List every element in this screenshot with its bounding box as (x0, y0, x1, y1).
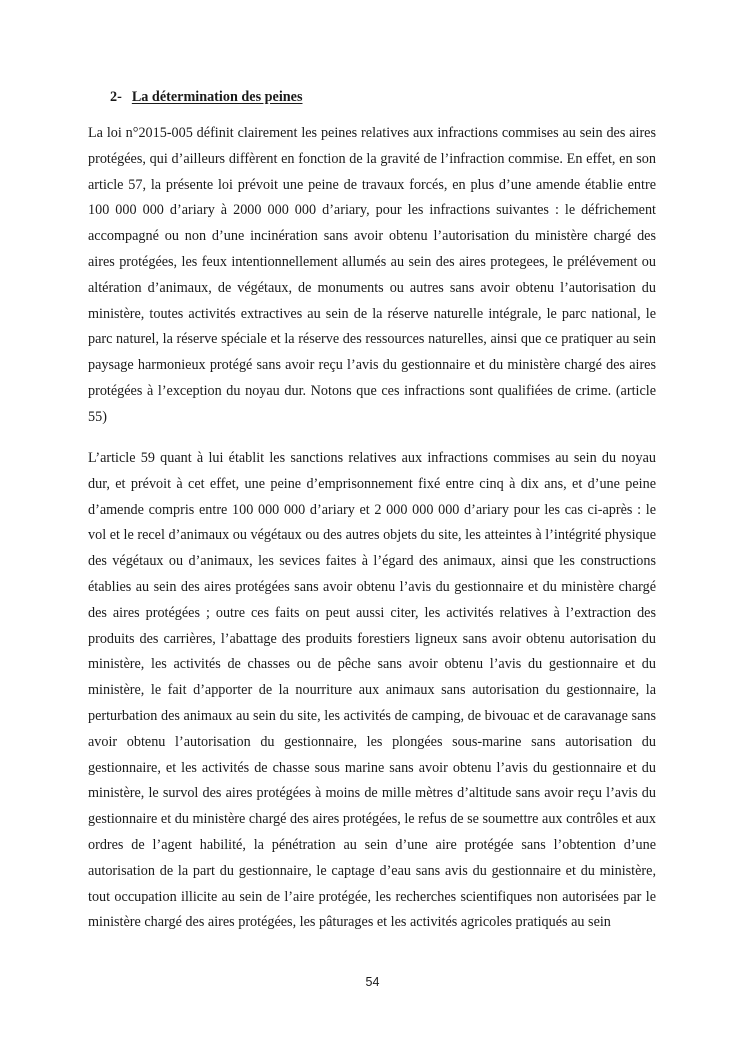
section-title: La détermination des peines (131, 89, 303, 105)
page-number: 54 (365, 975, 380, 989)
section-heading (110, 89, 302, 106)
section-number: 2- (110, 89, 122, 105)
paragraph-article-57: La loi n°2015-005 définit clairement les peines relatives aux infractions commises au sein des aires protégées, qui d’ailleurs diffèrent en fonction de la gravité de l’infraction commise. En effet, en son article 57, la présente loi prévoit une peine de travaux forcés, en plus d’une amende établie entre 100 000 000 d’ariary à 2000 000 000 d’ariary, pour les infractions suivantes : le défrichement accompagné ou non d’une incinération sans avoir obtenu l’autorisation du ministère chargé des aires protégées, les feux intentionnellement allumés au sein des aires protegees, le prélévement ou altération d’animaux, de végétaux, de monuments ou autres sans avoir obtenu l’autorisation du ministère, toutes activités extractives au sein de la réserve naturelle intégrale, le parc national, le parc naturel, la réserve spéciale et la réserve des ressources naturelles, ainsi que ce pratiquer au sein paysage harmonieux protégé sans avoir reçu l’avis du gestionnaire et du ministère chargé des aires protégées à l’exception du noyau dur. Notons que ces infractions sont qualifiées de crime. (article 55) (88, 125, 656, 425)
paragraph-article-59: L’article 59 quant à lui établit les sanctions relatives aux infractions commises au sein du noyau dur, et prévoit à cet effet, une peine d’emprisonnement fixé entre cinq à dix ans, et d’une peine d’amende compris entre 100 000 000 d’ariary et 2 000 000 000 d’ariary pour les cas ci-après : le vol et le recel d’animaux ou végétaux ou des autres objets du site, les atteintes à l’intégrité physique des végétaux ou d’animaux, les sevices faites à l’égard des animaux, ainsi que les constructions établies au sein des aires protégées sans avoir obtenu l’avis du gestionnaire et du ministère chargé des aires protégées ; outre ces faits on peut aussi citer, les activités relatives à l’extraction des produits des carrières, l’abattage des produits forestiers ligneux sans avoir obtenu autorisation du ministère, les activités de chasses ou de pêche sans avoir obtenu l’avis du gestionnaire et du ministère, le fait d’apporter de la nourriture aux animaux sans autorisation du gestionnaire, la perturbation des animaux au sein du site, les activités de camping, de bivouac et de caravanage sans avoir obtenu l’autorisation du gestionnaire, les plongées sous-marine sans autorisation du gestionnaire, et les activités de chasse sous marine sans avoir obtenu l’avis du gestionnaire et du ministère, le survol des aires protégées à moins de mille mètres d’altitude sans avoir reçu l’avis du gestionnaire et du ministère chargé des aires protégées, le refus de se soumettre aux contrôles et aux ordres de l’agent habilité, la pénétration au sein d’une aire protégée sans l’obtention d’une autorisation de la part du gestionnaire, le captage d’eau sans avis du gestionnaire et du ministère, tout occupation illicite au sein de l’aire protégée, les recherches scientifiques non autorisées par le ministère chargé des aires protégées, les pâturages et les activités agricoles pratiqués au sein (88, 450, 656, 931)
